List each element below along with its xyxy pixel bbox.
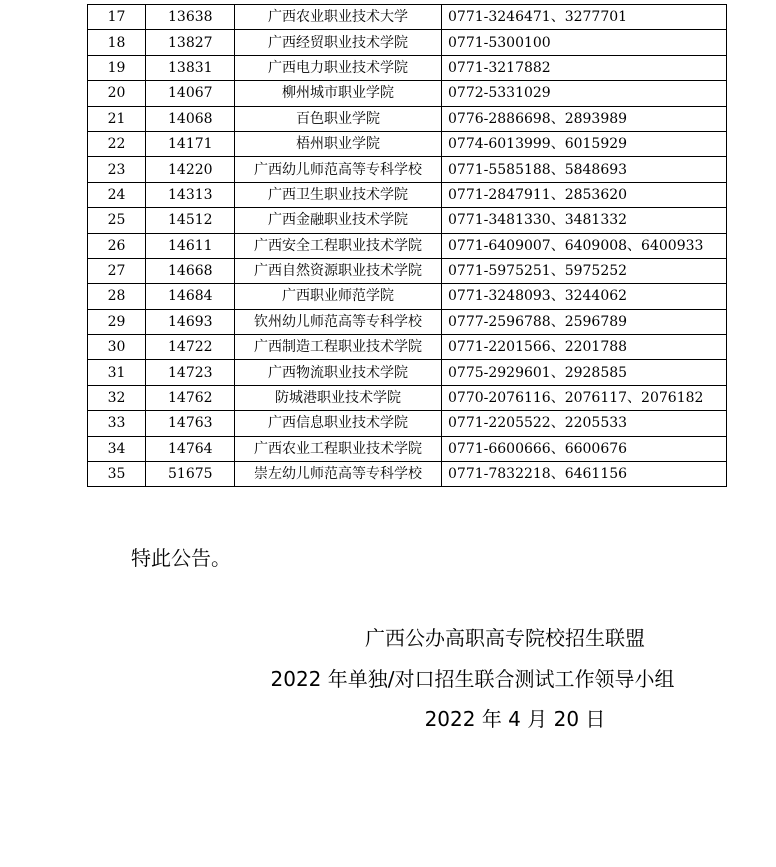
school-name: 广西农业工程职业技术学院 <box>235 436 442 461</box>
table-row <box>88 385 727 410</box>
contact-phone: 0771-7832218、6461156 <box>442 462 727 487</box>
signature-organization: 广西公办高职高专院校招生联盟 <box>365 626 645 650</box>
table-row <box>88 284 727 309</box>
school-name: 广西安全工程职业技术学院 <box>235 233 442 258</box>
row-number: 19 <box>88 55 146 80</box>
row-number: 28 <box>88 284 146 309</box>
school-code: 14067 <box>146 81 235 106</box>
signature-date: 2022 年 4 月 20 日 <box>424 707 606 731</box>
school-name: 柳州城市职业学院 <box>235 81 442 106</box>
contact-phone: 0774-6013999、6015929 <box>442 131 727 156</box>
table-row <box>88 335 727 360</box>
row-number: 35 <box>88 462 146 487</box>
contact-phone: 0775-2929601、2928585 <box>442 360 727 385</box>
school-code: 14764 <box>146 436 235 461</box>
contact-phone: 0772-5331029 <box>442 81 727 106</box>
school-code: 14762 <box>146 385 235 410</box>
row-number: 30 <box>88 335 146 360</box>
school-name: 广西自然资源职业技术学院 <box>235 258 442 283</box>
table-body <box>88 5 727 487</box>
contact-phone: 0771-6600666、6600676 <box>442 436 727 461</box>
school-code: 51675 <box>146 462 235 487</box>
school-code: 13827 <box>146 30 235 55</box>
school-name: 广西制造工程职业技术学院 <box>235 335 442 360</box>
table-row <box>88 5 727 30</box>
contact-phone: 0777-2596788、2596789 <box>442 309 727 334</box>
school-name: 广西物流职业技术学院 <box>235 360 442 385</box>
school-name: 广西经贸职业技术学院 <box>235 30 442 55</box>
table-row <box>88 106 727 131</box>
table-row <box>88 81 727 106</box>
school-code: 14512 <box>146 208 235 233</box>
contact-phone: 0771-3481330、3481332 <box>442 208 727 233</box>
table-row <box>88 360 727 385</box>
table-row <box>88 182 727 207</box>
notice-text: 特此公告。 <box>131 546 231 570</box>
school-name: 崇左幼儿师范高等专科学校 <box>235 462 442 487</box>
row-number: 31 <box>88 360 146 385</box>
table-row <box>88 411 727 436</box>
school-name: 防城港职业技术学院 <box>235 385 442 410</box>
contact-phone: 0770-2076116、2076117、2076182 <box>442 385 727 410</box>
school-name: 广西职业师范学院 <box>235 284 442 309</box>
table-row <box>88 30 727 55</box>
signature-group: 2022 年单独/对口招生联合测试工作领导小组 <box>270 667 675 691</box>
row-number: 20 <box>88 81 146 106</box>
table-row <box>88 233 727 258</box>
contact-phone: 0771-2847911、2853620 <box>442 182 727 207</box>
contact-phone: 0771-6409007、6409008、6400933 <box>442 233 727 258</box>
school-name: 广西幼儿师范高等专科学校 <box>235 157 442 182</box>
school-name: 广西信息职业技术学院 <box>235 411 442 436</box>
row-number: 22 <box>88 131 146 156</box>
school-name: 梧州职业学院 <box>235 131 442 156</box>
school-name: 钦州幼儿师范高等专科学校 <box>235 309 442 334</box>
school-code: 14684 <box>146 284 235 309</box>
table-row <box>88 131 727 156</box>
school-name: 百色职业学院 <box>235 106 442 131</box>
row-number: 34 <box>88 436 146 461</box>
contact-phone: 0776-2886698、2893989 <box>442 106 727 131</box>
row-number: 18 <box>88 30 146 55</box>
row-number: 17 <box>88 5 146 30</box>
school-contact-table <box>87 4 727 487</box>
school-code: 14220 <box>146 157 235 182</box>
contact-phone: 0771-3248093、3244062 <box>442 284 727 309</box>
row-number: 25 <box>88 208 146 233</box>
table-row <box>88 436 727 461</box>
school-name: 广西农业职业技术大学 <box>235 5 442 30</box>
school-code: 14668 <box>146 258 235 283</box>
table-row <box>88 258 727 283</box>
contact-phone: 0771-3246471、3277701 <box>442 5 727 30</box>
contact-phone: 0771-2205522、2205533 <box>442 411 727 436</box>
contact-phone: 0771-5975251、5975252 <box>442 258 727 283</box>
contact-phone: 0771-5300100 <box>442 30 727 55</box>
school-code: 14723 <box>146 360 235 385</box>
row-number: 21 <box>88 106 146 131</box>
table-row <box>88 462 727 487</box>
row-number: 27 <box>88 258 146 283</box>
school-name: 广西卫生职业技术学院 <box>235 182 442 207</box>
school-code: 14171 <box>146 131 235 156</box>
table-row <box>88 309 727 334</box>
school-code: 14611 <box>146 233 235 258</box>
row-number: 23 <box>88 157 146 182</box>
contact-phone: 0771-3217882 <box>442 55 727 80</box>
school-code: 14763 <box>146 411 235 436</box>
school-name: 广西金融职业技术学院 <box>235 208 442 233</box>
table-row <box>88 157 727 182</box>
contact-phone: 0771-5585188、5848693 <box>442 157 727 182</box>
school-code: 14693 <box>146 309 235 334</box>
school-code: 14068 <box>146 106 235 131</box>
school-code: 13638 <box>146 5 235 30</box>
table-row <box>88 208 727 233</box>
row-number: 32 <box>88 385 146 410</box>
school-code: 13831 <box>146 55 235 80</box>
school-code: 14722 <box>146 335 235 360</box>
table-row <box>88 55 727 80</box>
school-code: 14313 <box>146 182 235 207</box>
row-number: 33 <box>88 411 146 436</box>
row-number: 26 <box>88 233 146 258</box>
contact-phone: 0771-2201566、2201788 <box>442 335 727 360</box>
row-number: 29 <box>88 309 146 334</box>
school-name: 广西电力职业技术学院 <box>235 55 442 80</box>
row-number: 24 <box>88 182 146 207</box>
